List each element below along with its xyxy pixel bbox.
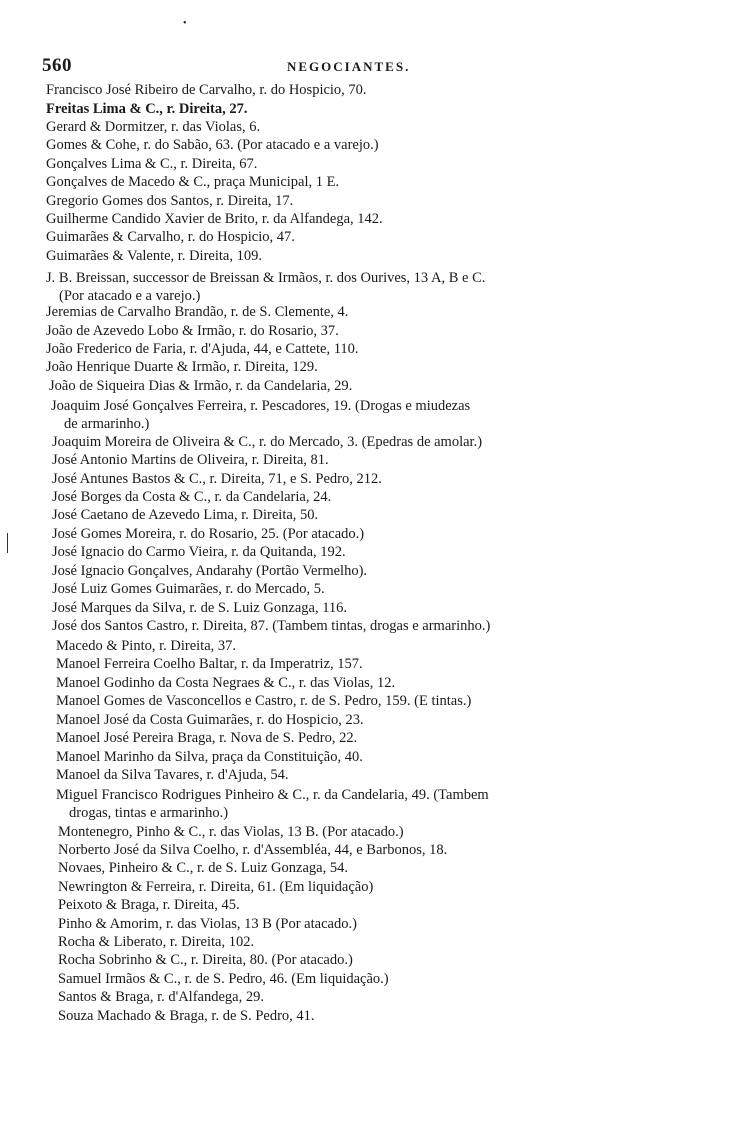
entry-continuation: de armarinho.) — [64, 416, 150, 432]
merchant-entry — [58, 988, 264, 1006]
merchant-entry — [58, 970, 389, 988]
entry-text: Francisco José Ribeiro de Carvalho, r. do Hospicio, 70. — [46, 82, 367, 98]
entry-text: José Gomes Moreira, r. do Rosario, 25. (Por atacado.) — [52, 526, 365, 542]
merchant-entry — [49, 377, 352, 395]
merchant-entry — [52, 506, 318, 524]
merchant-entry — [56, 692, 471, 710]
merchant-entry — [52, 433, 482, 451]
merchant-entry — [52, 543, 346, 561]
entry-text: Manoel José da Costa Guimarães, r. do Hospicio, 23. — [56, 712, 364, 728]
entry-text: Guimarães & Carvalho, r. do Hospicio, 47. — [46, 229, 295, 245]
entry-text: Santos & Braga, r. d'Alfandega, 29. — [58, 989, 264, 1005]
entry-text: José dos Santos Castro, r. Direita, 87. (Tambem tintas, drogas e armarinho.) — [52, 618, 491, 634]
merchant-entry — [52, 451, 329, 469]
entry-text: Macedo & Pinto, r. Direita, 37. — [56, 638, 237, 654]
entry-continuation: (Por atacado e a varejo.) — [59, 288, 201, 304]
entry-text: J. B. Breissan, successor de Breissan & Irmãos, r. dos Ourives, 13 A, B e C. — [46, 270, 486, 286]
entry-text: Souza Machado & Braga, r. de S. Pedro, 41. — [58, 1008, 315, 1024]
merchant-entry — [52, 525, 364, 543]
entry-text: José Ignacio do Carmo Vieira, r. da Quitanda, 192. — [52, 544, 346, 560]
entry-text: Manoel Marinho da Silva, praça da Constituição, 40. — [56, 749, 363, 765]
entry-text: João Henrique Duarte & Irmão, r. Direita, 129. — [46, 359, 318, 375]
page-number: 560 — [42, 55, 72, 76]
entry-text: Rocha Sobrinho & C., r. Direita, 80. (Por atacado.) — [58, 952, 353, 968]
entry-text: João Frederico de Faria, r. d'Ajuda, 44, e Cattete, 110. — [46, 341, 359, 357]
entry-text: Manoel Gomes de Vasconcellos e Castro, r. de S. Pedro, 159. (E tintas.) — [56, 693, 472, 709]
running-head: NEGOCIANTES. — [287, 59, 411, 74]
merchant-entry — [46, 269, 485, 305]
entry-text: Manoel José Pereira Braga, r. Nova de S. Pedro, 22. — [56, 730, 358, 746]
entry-text: Manoel Ferreira Coelho Baltar, r. da Imperatriz, 157. — [56, 656, 363, 672]
merchant-entry — [52, 562, 367, 580]
entry-text: Samuel Irmãos & C., r. de S. Pedro, 46. (Em liquidação.) — [58, 971, 389, 987]
entry-text: Freitas Lima & C., r. Direita, 27. — [46, 101, 248, 117]
merchant-entry — [56, 786, 489, 822]
merchant-entry — [46, 228, 295, 246]
entry-text: Pinho & Amorim, r. das Violas, 13 B (Por atacado.) — [58, 916, 357, 932]
merchant-entry — [56, 637, 236, 655]
merchant-entry — [52, 488, 331, 506]
merchant-entry — [56, 711, 364, 729]
entry-text: José Antunes Bastos & C., r. Direita, 71, e S. Pedro, 212. — [52, 471, 382, 487]
entry-text: Guimarães & Valente, r. Direita, 109. — [46, 248, 262, 264]
merchant-entry — [58, 896, 240, 914]
entry-text: Gomes & Cohe, r. do Sabão, 63. (Por atacado e a varejo.) — [46, 137, 379, 153]
merchant-entry — [58, 915, 357, 933]
merchant-entry — [56, 674, 395, 692]
merchant-entry — [52, 470, 382, 488]
entry-text: Gonçalves Lima & C., r. Direita, 67. — [46, 156, 258, 172]
merchant-entry — [56, 729, 357, 747]
entry-text: Peixoto & Braga, r. Direita, 45. — [58, 897, 240, 913]
entry-text: José Caetano de Azevedo Lima, r. Direita, 50. — [52, 507, 319, 523]
merchant-entry — [46, 100, 248, 118]
merchant-entry — [46, 322, 339, 340]
merchant-entry — [52, 599, 347, 617]
entry-text: Joaquim Moreira de Oliveira & C., r. do Mercado, 3. (Epedras de amolar.) — [52, 434, 483, 450]
entry-text: Gonçalves de Macedo & C., praça Municipal, 1 E. — [46, 174, 340, 190]
merchant-entry — [58, 859, 348, 877]
merchant-entry — [46, 155, 257, 173]
entry-text: Novaes, Pinheiro & C., r. de S. Luiz Gonzaga, 54. — [58, 860, 348, 876]
entry-text: Norberto José da Silva Coelho, r. d'Assembléa, 44, e Barbonos, 18. — [58, 842, 448, 858]
merchant-entry — [52, 580, 325, 598]
merchant-entry — [52, 617, 490, 635]
entry-text: Guilherme Candido Xavier de Brito, r. da Alfandega, 142. — [46, 211, 383, 227]
merchant-entry — [56, 748, 363, 766]
merchant-entry — [58, 841, 447, 859]
merchant-entry — [46, 210, 383, 228]
entry-text: José Luiz Gomes Guimarães, r. do Mercado, 5. — [52, 581, 325, 597]
entry-text: Rocha & Liberato, r. Direita, 102. — [58, 934, 255, 950]
entry-text: José Marques da Silva, r. de S. Luiz Gonzaga, 116. — [52, 600, 348, 616]
entry-text: José Antonio Martins de Oliveira, r. Direita, 81. — [52, 452, 329, 468]
merchant-entry — [46, 81, 367, 99]
merchant-entry — [46, 136, 379, 154]
merchant-entry — [51, 397, 470, 433]
entry-continuation: drogas, tintas e armarinho.) — [69, 805, 229, 821]
entry-text: Miguel Francisco Rodrigues Pinheiro & C., r. da Candelaria, 49. (Tambem — [56, 787, 489, 803]
merchant-entry — [46, 173, 339, 191]
merchant-entry — [58, 951, 353, 969]
entry-text: Montenegro, Pinho & C., r. das Violas, 13 B. (Por atacado.) — [58, 824, 404, 840]
entry-text: José Borges da Costa & C., r. da Candelaria, 24. — [52, 489, 332, 505]
entry-text: Gerard & Dormitzer, r. das Violas, 6. — [46, 119, 261, 135]
margin-mark — [7, 533, 8, 553]
merchant-entry — [46, 247, 262, 265]
merchant-entry — [56, 655, 363, 673]
entry-text: Jeremias de Carvalho Brandão, r. de S. Clemente, 4. — [46, 304, 349, 320]
entry-text: Gregorio Gomes dos Santos, r. Direita, 17. — [46, 193, 294, 209]
merchant-entry — [46, 303, 348, 321]
merchant-entry — [58, 878, 373, 896]
merchant-entry — [46, 192, 293, 210]
printer-dot: • — [183, 18, 187, 29]
merchant-entry — [58, 1007, 315, 1025]
merchant-entry — [56, 766, 288, 784]
merchant-entry — [46, 118, 260, 136]
entry-text: Manoel Godinho da Costa Negraes & C., r. das Violas, 12. — [56, 675, 396, 691]
merchant-entry — [46, 340, 359, 358]
entry-text: Manoel da Silva Tavares, r. d'Ajuda, 54. — [56, 767, 289, 783]
entry-text: João de Azevedo Lobo & Irmão, r. do Rosario, 37. — [46, 323, 339, 339]
entry-text: João de Siqueira Dias & Irmão, r. da Candelaria, 29. — [49, 378, 353, 394]
entry-text: Newrington & Ferreira, r. Direita, 61. (Em liquidação) — [58, 879, 374, 895]
merchant-entry — [58, 933, 254, 951]
entry-text: Joaquim José Gonçalves Ferreira, r. Pescadores, 19. (Drogas e miudezas — [51, 398, 471, 414]
merchant-entry — [46, 358, 318, 376]
entry-text: José Ignacio Gonçalves, Andarahy (Portão Vermelho). — [52, 563, 368, 579]
merchant-entry — [58, 823, 404, 841]
